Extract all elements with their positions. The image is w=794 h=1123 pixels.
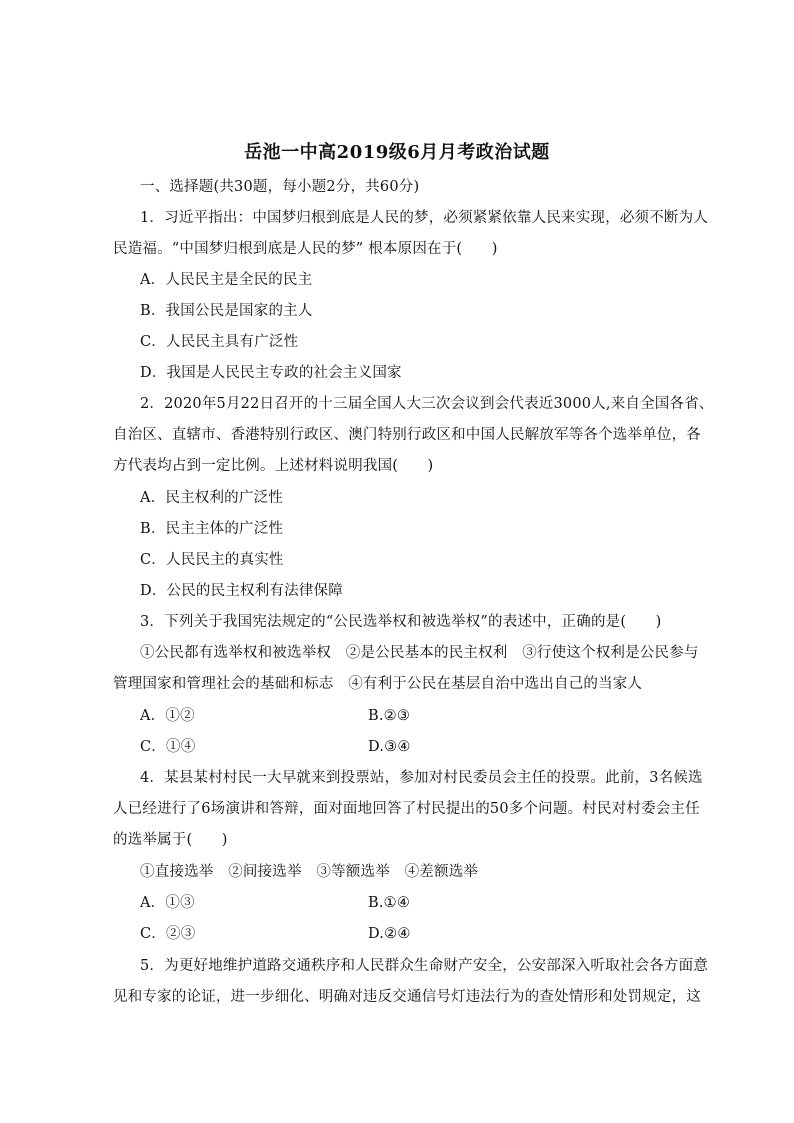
question-1-stem-line-2: 民造福。“中国梦归根到底是人民的梦” 根本原因在于( ) [113, 241, 498, 257]
question-1-option-d: D．我国是人民民主专政的社会主义国家 [140, 365, 402, 381]
question-2-option-d: D．公民的民主权利有法律保障 [140, 583, 343, 599]
question-2-stem-line-3: 方代表均占到一定比例。上述材料说明我国( ) [113, 458, 434, 474]
question-3-option-d: D.③④ [368, 739, 411, 755]
question-5-stem-line-1: 5．为更好地维护道路交通秩序和人民群众生命财产安全，公安部深入听取社会各方面意 [140, 958, 709, 974]
question-4-stem-line-1: 4．某县某村村民一大早就来到投票站，参加对村民委员会主任的投票。此前，3名候选 [140, 770, 703, 786]
question-4-items: ①直接选举 ②间接选举 ③等额选举 ④差额选举 [140, 864, 479, 880]
question-3-items-line-2: 管理国家和管理社会的基础和标志 ④有利于公民在基层自治中选出自己的当家人 [113, 676, 643, 692]
question-1-option-b: B．我国公民是国家的主人 [140, 303, 313, 319]
question-4-stem-line-3: 的选举属于( ) [113, 832, 228, 848]
question-4-option-d: D.②④ [368, 926, 411, 942]
question-1-stem-line-1: 1．习近平指出：中国梦归根到底是人民的梦，必须紧紧依靠人民来实现，必须不断为人 [140, 210, 709, 226]
question-4-option-a: A．①③ [140, 895, 195, 911]
question-2-stem-line-2: 自治区、直辖市、香港特别行政区、澳门特别行政区和中国人民解放军等各个选举单位，各 [113, 427, 701, 443]
question-3-option-c: C．①④ [140, 739, 196, 755]
question-4-option-c: C．②③ [140, 926, 196, 942]
page-title: 岳池一中高2019级6月月考政治试题 [244, 142, 550, 163]
question-4-option-b: B.①④ [368, 895, 411, 911]
question-3-option-a: A．①② [140, 708, 195, 724]
section-heading: 一、选择题(共30题，每小题2分，共60分) [140, 179, 420, 195]
question-2-option-a: A．民主权利的广泛性 [140, 490, 283, 506]
question-3-option-b: B.②③ [368, 708, 411, 724]
question-1-option-c: C．人民民主具有广泛性 [140, 334, 299, 350]
question-2-stem-line-1: 2．2020年5月22日召开的十三届全国人大三次会议到会代表近3000人,来自全国各省、 [140, 396, 714, 412]
question-3-stem: 3．下列关于我国宪法规定的“公民选举权和被选举权”的表述中，正确的是( ) [140, 614, 662, 630]
question-2-option-b: B．民主主体的广泛性 [140, 521, 284, 537]
question-5-stem-line-2: 见和专家的论证，进一步细化、明确对违反交通信号灯违法行为的查处情形和处罚规定，这 [113, 989, 701, 1005]
question-2-option-c: C．人民民主的真实性 [140, 552, 284, 568]
question-1-option-a: A．人民民主是全民的民主 [140, 272, 313, 288]
question-3-items-line-1: ①公民都有选举权和被选举权 ②是公民基本的民主权利 ③行使这个权利是公民参与 [140, 645, 699, 661]
question-4-stem-line-2: 人已经进行了6场演讲和答辩，面对面地回答了村民提出的50多个问题。村民对村委会主任 [113, 801, 700, 817]
